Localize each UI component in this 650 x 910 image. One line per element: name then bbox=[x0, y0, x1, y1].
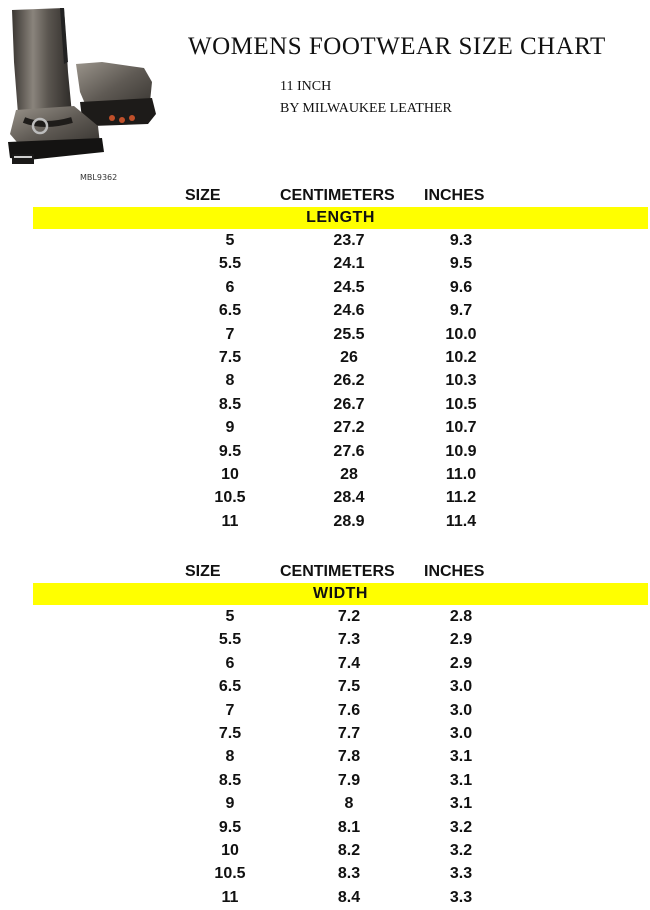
width-rows bbox=[0, 605, 650, 909]
centimeters-cell: 7.4 bbox=[337, 654, 361, 672]
size-cell: 6 bbox=[225, 654, 235, 672]
centimeters-cell: 7.8 bbox=[337, 748, 361, 766]
inches-cell: 3.1 bbox=[449, 771, 473, 789]
size-cell: 6 bbox=[225, 278, 235, 296]
length-rows bbox=[0, 229, 650, 533]
inches-cell: 3.3 bbox=[449, 888, 473, 906]
size-cell: 10 bbox=[221, 841, 239, 859]
centimeters-cell: 8.4 bbox=[337, 888, 361, 906]
centimeters-cell: 7.5 bbox=[337, 678, 361, 696]
subtitle-brand: BY MILWAUKEE LEATHER bbox=[280, 101, 452, 116]
inches-cell: 3.2 bbox=[449, 841, 473, 859]
inches-cell: 3.0 bbox=[449, 701, 473, 719]
width-table bbox=[0, 561, 650, 909]
size-cell: 9.5 bbox=[218, 442, 242, 460]
table-row bbox=[0, 839, 650, 862]
centimeters-cell: 8.3 bbox=[337, 865, 361, 883]
table-row bbox=[0, 369, 650, 392]
size-cell: 6.5 bbox=[218, 678, 242, 696]
centimeters-cell: 26.2 bbox=[333, 372, 365, 390]
size-column-header: SIZE bbox=[185, 563, 221, 580]
inches-cell: 11.2 bbox=[445, 489, 477, 507]
centimeters-cell: 28.4 bbox=[333, 489, 365, 507]
centimeters-cell: 24.6 bbox=[333, 302, 365, 320]
size-cell: 5.5 bbox=[218, 255, 242, 273]
size-cell: 11 bbox=[221, 888, 239, 906]
centimeters-cell: 28 bbox=[340, 465, 358, 483]
centimeters-cell: 7.3 bbox=[337, 631, 361, 649]
centimeters-cell: 7.6 bbox=[337, 701, 361, 719]
centimeters-cell: 8.1 bbox=[337, 818, 361, 836]
table-row bbox=[0, 229, 650, 252]
size-cell: 6.5 bbox=[218, 302, 242, 320]
inches-column-header: INCHES bbox=[424, 563, 485, 580]
width-section-band: WIDTH bbox=[33, 583, 648, 605]
table-row bbox=[0, 299, 650, 322]
table-row bbox=[0, 652, 650, 675]
table-row bbox=[0, 416, 650, 439]
size-cell: 7 bbox=[225, 701, 235, 719]
size-cell: 8.5 bbox=[218, 395, 242, 413]
centimeters-cell: 27.2 bbox=[333, 419, 365, 437]
size-cell: 7.5 bbox=[218, 724, 242, 742]
inches-cell: 3.2 bbox=[449, 818, 473, 836]
table-row bbox=[0, 722, 650, 745]
centimeters-cell: 26.7 bbox=[333, 395, 365, 413]
size-cell: 9 bbox=[225, 419, 235, 437]
length-table bbox=[0, 185, 650, 533]
length-section-band: LENGTH bbox=[33, 207, 648, 229]
product-sku: MBL9362 bbox=[80, 173, 118, 182]
page-title: WOMENS FOOTWEAR SIZE CHART bbox=[188, 33, 606, 60]
table-row bbox=[0, 393, 650, 416]
centimeters-cell: 7.9 bbox=[337, 771, 361, 789]
inches-cell: 3.3 bbox=[449, 865, 473, 883]
centimeters-cell: 24.5 bbox=[333, 278, 365, 296]
table-row bbox=[0, 745, 650, 768]
table-row bbox=[0, 486, 650, 509]
inches-cell: 2.8 bbox=[449, 608, 473, 625]
inches-cell: 9.3 bbox=[449, 232, 473, 249]
centimeters-cell: 8 bbox=[344, 795, 354, 813]
size-cell: 5 bbox=[225, 232, 235, 249]
size-cell: 7 bbox=[225, 325, 235, 343]
centimeters-column-header: CENTIMETERS bbox=[280, 187, 395, 204]
centimeters-cell: 7.2 bbox=[337, 608, 361, 625]
table-row bbox=[0, 886, 650, 909]
table-row bbox=[0, 675, 650, 698]
inches-cell: 3.1 bbox=[449, 795, 473, 813]
inches-cell: 10.2 bbox=[445, 348, 477, 366]
table-row bbox=[0, 440, 650, 463]
subtitle-height: 11 INCH bbox=[280, 79, 332, 94]
centimeters-cell: 28.9 bbox=[333, 512, 365, 530]
table-row bbox=[0, 628, 650, 651]
inches-cell: 10.0 bbox=[445, 325, 477, 343]
table-row bbox=[0, 276, 650, 299]
table-row bbox=[0, 769, 650, 792]
inches-cell: 3.1 bbox=[449, 748, 473, 766]
table-row bbox=[0, 346, 650, 369]
size-cell: 10.5 bbox=[214, 865, 246, 883]
inches-cell: 10.9 bbox=[445, 442, 477, 460]
inches-cell: 10.7 bbox=[445, 419, 477, 437]
inches-cell: 9.7 bbox=[449, 302, 473, 320]
table-row bbox=[0, 510, 650, 533]
table-row bbox=[0, 792, 650, 815]
centimeters-column-header: CENTIMETERS bbox=[280, 563, 395, 580]
table-row bbox=[0, 252, 650, 275]
size-cell: 10 bbox=[221, 465, 239, 483]
size-cell: 7.5 bbox=[218, 348, 242, 366]
table-row bbox=[0, 816, 650, 839]
inches-cell: 3.0 bbox=[449, 724, 473, 742]
column-header-row bbox=[0, 561, 650, 583]
centimeters-cell: 25.5 bbox=[333, 325, 365, 343]
size-cell: 11 bbox=[221, 512, 239, 530]
size-cell: 10.5 bbox=[214, 489, 246, 507]
size-cell: 9.5 bbox=[218, 818, 242, 836]
inches-cell: 11.4 bbox=[445, 512, 477, 530]
table-row bbox=[0, 605, 650, 628]
centimeters-cell: 23.7 bbox=[333, 232, 365, 249]
table-row bbox=[0, 463, 650, 486]
centimeters-cell: 27.6 bbox=[333, 442, 365, 460]
size-cell: 5.5 bbox=[218, 631, 242, 649]
inches-cell: 11.0 bbox=[445, 465, 477, 483]
inches-cell: 10.3 bbox=[445, 372, 477, 390]
inches-cell: 2.9 bbox=[449, 654, 473, 672]
inches-cell: 3.0 bbox=[449, 678, 473, 696]
size-column-header: SIZE bbox=[185, 187, 221, 204]
centimeters-cell: 24.1 bbox=[333, 255, 365, 273]
table-row bbox=[0, 862, 650, 885]
inches-cell: 9.6 bbox=[449, 278, 473, 296]
inches-cell: 9.5 bbox=[449, 255, 473, 273]
size-cell: 5 bbox=[225, 608, 235, 625]
size-cell: 8 bbox=[225, 748, 235, 766]
table-row bbox=[0, 323, 650, 346]
boot-product-image bbox=[2, 2, 160, 174]
inches-column-header: INCHES bbox=[424, 187, 485, 204]
centimeters-cell: 7.7 bbox=[337, 724, 361, 742]
table-row bbox=[0, 699, 650, 722]
column-header-row bbox=[0, 185, 650, 207]
size-cell: 9 bbox=[225, 795, 235, 813]
size-cell: 8.5 bbox=[218, 771, 242, 789]
centimeters-cell: 8.2 bbox=[337, 841, 361, 859]
centimeters-cell: 26 bbox=[340, 348, 358, 366]
inches-cell: 10.5 bbox=[445, 395, 477, 413]
inches-cell: 2.9 bbox=[449, 631, 473, 649]
size-cell: 8 bbox=[225, 372, 235, 390]
